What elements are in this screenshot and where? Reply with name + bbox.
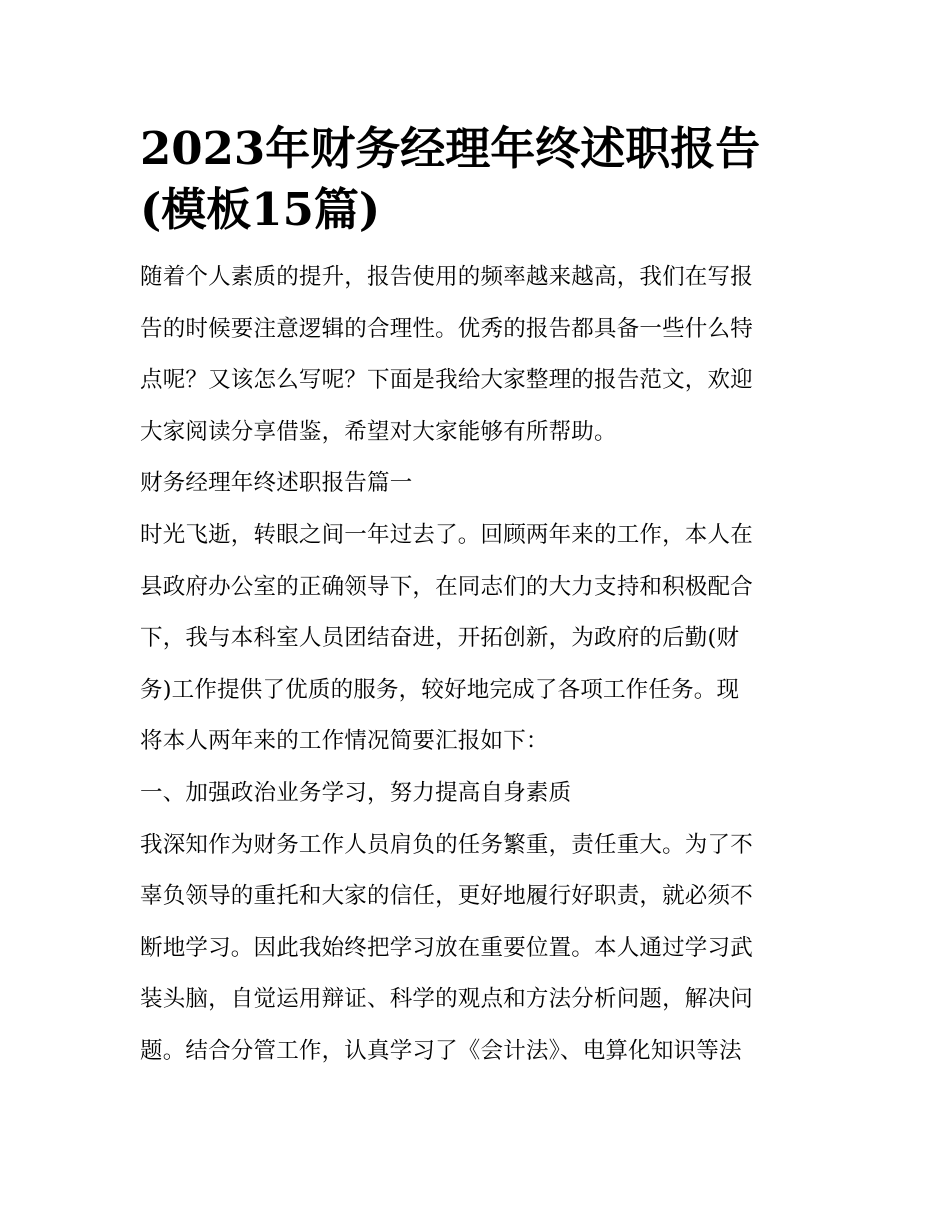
paragraph-line: 题。结合分管工作，认真学习了《会计法》、电算化知识等法 (140, 1037, 742, 1064)
paragraph-line: 下，我与本科室人员团结奋进，开拓创新，为政府的后勤(财 (140, 625, 740, 652)
subsection-heading: 一、加强政治业务学习，努力提高自身素质 (140, 779, 572, 806)
title-line: (模板15篇) (140, 183, 381, 236)
intro-line: 随着个人素质的提升，报告使用的频率越来越高，我们在写报 (140, 264, 753, 290)
paragraph-line: 断地学习。因此我始终把学习放在重要位置。本人通过学习武 (140, 934, 753, 961)
paragraph-line: 我深知作为财务工作人员肩负的任务繁重，责任重大。为了不 (140, 831, 753, 858)
intro-line: 点呢？又该怎么写呢？下面是我给大家整理的报告范文，欢迎 (140, 367, 753, 394)
paragraph-line: 将本人两年来的工作情况简要汇报如下： (140, 728, 549, 755)
paragraph-line: 务)工作提供了优质的服务，较好地完成了各项工作任务。现 (140, 676, 740, 703)
section-heading: 财务经理年终述职报告篇一 (140, 470, 413, 497)
document-body (140, 252, 812, 1078)
intro-line: 大家阅读分享借鉴，希望对大家能够有所帮助。 (140, 418, 617, 445)
document-title (140, 118, 812, 240)
intro-line: 告的时候要注意逻辑的合理性。优秀的报告都具备一些什么特 (140, 315, 753, 342)
paragraph-line: 县政府办公室的正确领导下，在同志们的大力支持和积极配合 (140, 573, 753, 600)
paragraph-line: 时光飞逝，转眼之间一年过去了。回顾两年来的工作，本人在 (140, 521, 753, 548)
document-page (140, 118, 812, 1078)
title-line: 2023年财务经理年终述职报告 (140, 122, 761, 175)
paragraph-line: 装头脑，自觉运用辩证、科学的观点和方法分析问题，解决问 (140, 986, 753, 1013)
paragraph-line: 辜负领导的重托和大家的信任，更好地履行好职责，就必须不 (140, 883, 753, 910)
